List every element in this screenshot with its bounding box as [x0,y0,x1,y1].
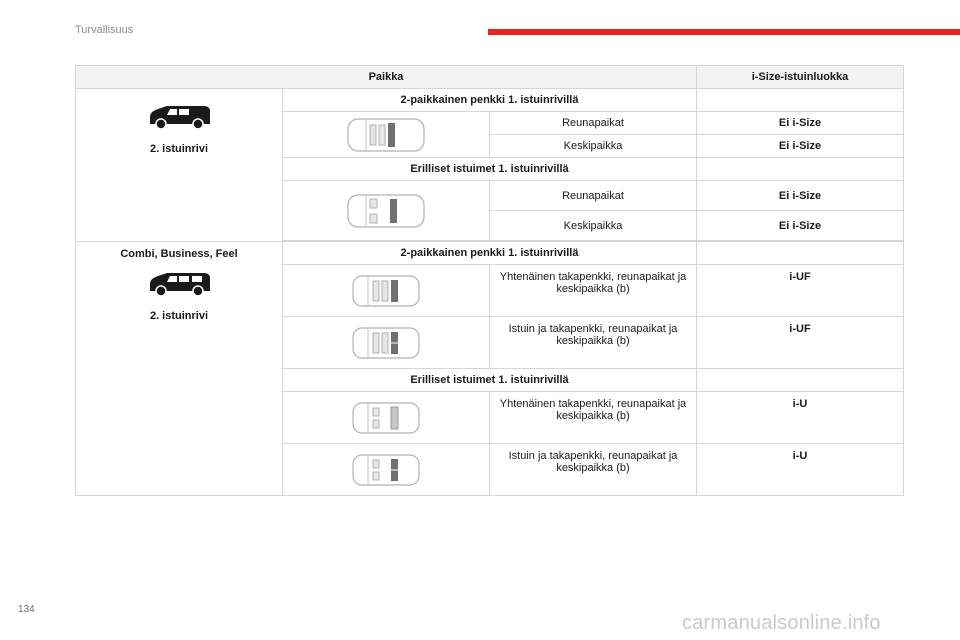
seat-class: Ei i-Size [697,211,904,241]
seat-position: Istuin ja takapenkki, reunapaikat ja keskipaikka (b) [490,444,697,496]
seat-class-table [75,65,904,496]
place-cell-group2 [76,242,283,496]
seat-position: Reunapaikat [490,181,697,211]
seat-layout-icon [351,274,421,308]
seat-class: Ei i-Size [697,181,904,211]
empty-cell [697,369,904,392]
trim-names: Combi, Business, Feel [120,248,238,260]
header-accent-bar [488,29,960,35]
seat-layout-icon [346,193,426,229]
seat-class: Ei i-Size [697,135,904,158]
empty-cell [697,158,904,181]
seat-class: i-UF [697,265,904,317]
seat-position: Keskipaikka [490,211,697,241]
seat-class: i-U [697,392,904,444]
seat-diagram-cell [283,444,490,496]
seat-position: Keskipaikka [490,135,697,158]
seat-diagram-cell [283,392,490,444]
seat-layout-icon [351,326,421,360]
empty-cell [697,242,904,265]
seat-diagram-cell [283,181,490,241]
table-header-row [76,66,904,89]
seat-position: Istuin ja takapenkki, reunapaikat ja keskipaikka (b) [490,317,697,369]
row-label: 2. istuinrivi [149,143,209,155]
seat-position: Reunapaikat [490,112,697,135]
col-header-class: i-Size-istuinluokka [697,66,904,89]
place-cell-group1 [76,89,283,242]
seat-position: Yhtenäinen takapenkki, reunapaikat ja keskipaikka (b) [490,265,697,317]
seat-layout-icon [346,117,426,153]
seat-diagram-cell [283,265,490,317]
seat-class: i-UF [697,317,904,369]
section-title: Turvallisuus [75,24,134,36]
seat-diagram-cell [283,112,490,158]
bench-title: 2-paikkainen penkki 1. istuinrivillä [283,242,697,265]
van-icon [146,272,212,298]
seat-diagram-cell [283,317,490,369]
seat-class: Ei i-Size [697,112,904,135]
separate-title: Erilliset istuimet 1. istuinrivillä [283,158,697,181]
empty-cell [697,89,904,112]
watermark: carmanualsonline.info [682,612,881,634]
row-label: 2. istuinrivi [149,310,209,322]
seat-class: i-U [697,444,904,496]
seat-position: Yhtenäinen takapenkki, reunapaikat ja keskipaikka (b) [490,392,697,444]
van-icon [146,105,212,131]
seat-layout-icon [351,453,421,487]
seat-layout-icon [351,401,421,435]
separate-title: Erilliset istuimet 1. istuinrivillä [283,369,697,392]
col-header-place: Paikka [76,66,697,89]
bench-title: 2-paikkainen penkki 1. istuinrivillä [283,89,697,112]
page-number: 134 [18,604,35,615]
